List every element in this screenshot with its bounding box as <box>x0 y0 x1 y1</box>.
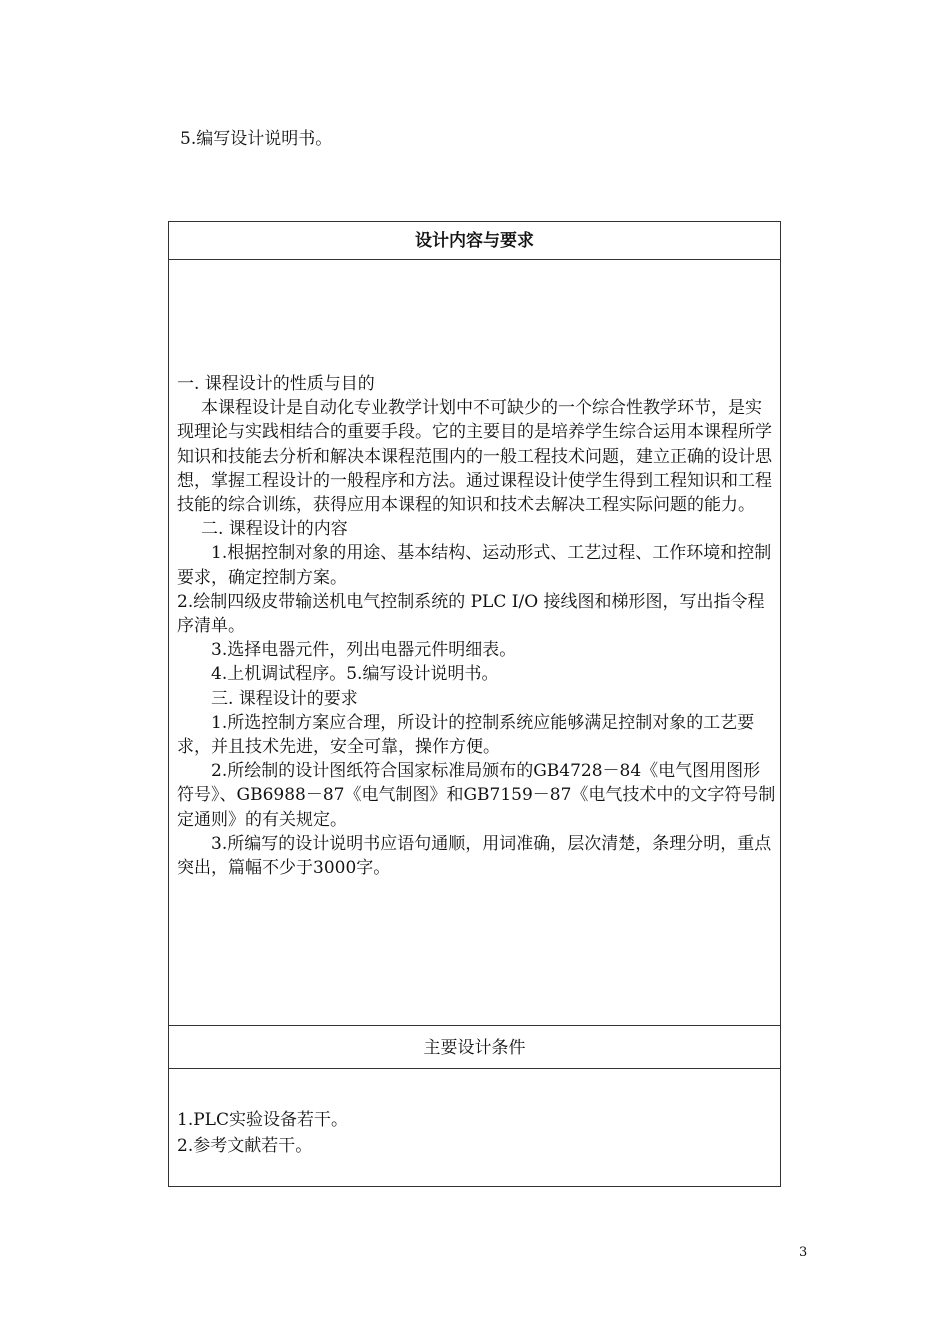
content-item-4: 4.上机调试程序。5.编写设计说明书。 <box>211 664 499 685</box>
requirement-3: 3.所编写的设计说明书应语句通顺，用词准确，层次清楚，条理分明，重点突出，篇幅不少于3000字。 <box>177 833 772 879</box>
design-content <box>177 372 777 880</box>
requirement-1: 1.所选控制方案应合理，所设计的控制系统应能够满足控制对象的工艺要求，并且技术先进，安全可靠，操作方便。 <box>177 712 755 758</box>
design-table <box>168 221 781 1187</box>
section-title: 设计内容与要求 <box>169 222 780 260</box>
requirement-2: 2.所绘制的设计图纸符合国家标准局颁布的GB4728－84《电气图用图形符号》、GB6988－87《电气制图》和GB7159－87《电气技术中的文字符号制定通则》的有关规定。 <box>177 761 776 830</box>
heading-content: 二. 课程设计的内容 <box>201 519 348 540</box>
conditions-title: 主要设计条件 <box>169 1025 780 1069</box>
conditions-list <box>177 1107 348 1159</box>
content-item-2: 2.绘制四级皮带输送机电气控制系统的 PLC I/O 接线图和梯形图，写出指令程序清单。 <box>177 591 765 637</box>
content-item-3: 3.选择电器元件，列出电器元件明细表。 <box>211 640 517 661</box>
heading-requirements: 三. 课程设计的要求 <box>211 688 358 709</box>
condition-item-2: 2.参考文献若干。 <box>177 1136 313 1156</box>
heading-purpose: 一. 课程设计的性质与目的 <box>177 374 375 394</box>
condition-item-1: 1.PLC实验设备若干。 <box>177 1110 348 1130</box>
top-line-text: 5.编写设计说明书。 <box>180 129 333 149</box>
paragraph-purpose: 本课程设计是自动化专业教学计划中不可缺少的一个综合性教学环节，是实现理论与实践相结合的重要手段。它的主要目的是培养学生综合运用本课程所学知识和技能去分析和解决本课程范围内的一般工程技术问题，建立正确的设计思想，掌握工程设计的一般程序和方法。通过课程设计使学生得到工程知识和工程技能的综合训练，获得应用本课程的知识和技术去解决工程实际问题的能力。 <box>177 398 772 516</box>
content-item-1: 1.根据控制对象的用途、基本结构、运动形式、工艺过程、工作环境和控制要求，确定控制方案。 <box>177 543 772 588</box>
page-number: 3 <box>799 1245 808 1260</box>
